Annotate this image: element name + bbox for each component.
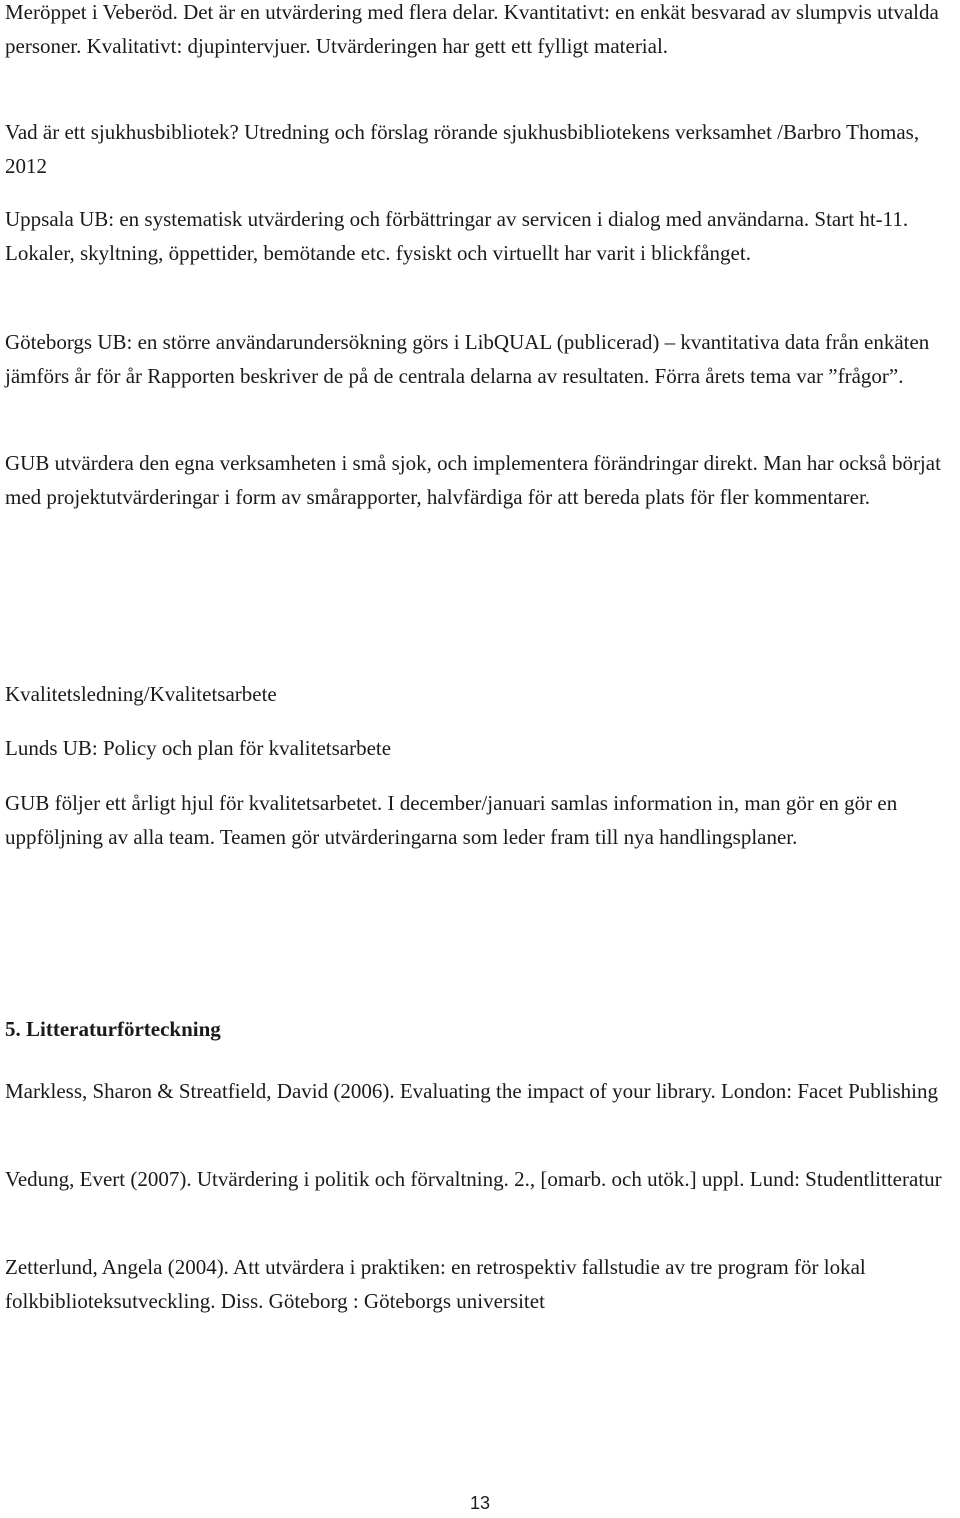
paragraph-veberod: Meröppet i Veberöd. Det är en utvärdering med flera delar. Kvantitativt: en enkät besvarad av slumpvis utvalda personer. Kvalitativt: djupintervjuer. Utvärderingen har gett ett fylligt material. — [5, 0, 939, 58]
section-heading-litteraturforteckning: 5. Litteraturförteckning — [5, 1017, 221, 1041]
paragraph-uppsala-ub: Uppsala UB: en systematisk utvärdering och förbättringar av servicen i dialog med användarna. Start ht-11. Lokaler, skyltning, öppettider, bemötande etc. fysiskt och virtuellt har varit i blickfånget. — [5, 207, 909, 265]
paragraph-kvalitetsledning: Kvalitetsledning/Kvalitetsarbete — [5, 682, 277, 706]
reference-item: Vedung, Evert (2007). Utvärdering i politik och förvaltning. 2., [omarb. och utök.] uppl. Lund: Studentlitteratur — [5, 1167, 942, 1191]
paragraph-gub-kvalitetsarbete: GUB följer ett årligt hjul för kvalitetsarbetet. I december/januari samlas information in, man gör en gör en uppföljning av alla team. Teamen gör utvärderingarna som leder fram till nya handlingsplaner. — [5, 791, 898, 849]
paragraph-lunds-ub: Lunds UB: Policy och plan för kvalitetsarbete — [5, 736, 392, 760]
paragraph-gub-utvardering: GUB utvärdera den egna verksamheten i små sjok, och implementera förändringar direkt. Man har också börjat med projektutvärderingar i form av smårapporter, halvfärdiga för att bereda plats för fler kommentarer. — [5, 451, 941, 509]
reference-item: Zetterlund, Angela (2004). Att utvärdera i praktiken: en retrospektiv fallstudie av tre program för lokal folkbiblioteksutveckling. Diss. Göteborg : Göteborgs universitet — [5, 1255, 866, 1313]
reference-item: Markless, Sharon & Streatfield, David (2006). Evaluating the impact of your library. London: Facet Publishing — [5, 1079, 938, 1103]
page-number: 13 — [469, 1493, 491, 1513]
paragraph-sjukhusbibliotek: Vad är ett sjukhusbibliotek? Utredning och förslag rörande sjukhusbibliotekens verksamhet /Barbro Thomas, 2012 — [5, 120, 920, 178]
paragraph-goteborgs-ub: Göteborgs UB: en större användarundersökning görs i LibQUAL (publicerad) – kvantitativa data från enkäten jämförs år för år Rapporten beskriver de på de centrala delarna av resultaten. Förra årets tema var ”frågor”. — [5, 330, 930, 388]
